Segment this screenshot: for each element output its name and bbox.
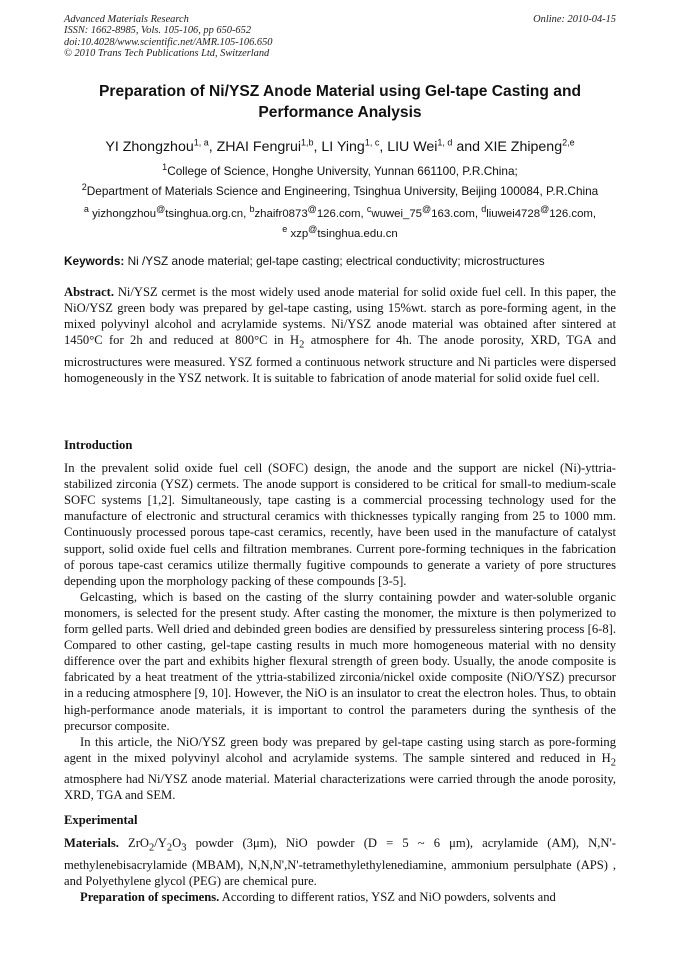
paragraph: Gelcasting, which is based on the casting of the slurry containing powder and water-soluble organic monomers, is selected for the present study. After casting the monomer, the mixture is then polymerized to form gelled parts. Well dried and debinded green bodies are densified by pressureless sintering process [6-8]. Compared to other casting, gel-tape casting results in much more homogeneous material with no density difference over the part and exhibits higher flexural strength of green body. Usually, the anode composite is fabricated by a heat treatment of the yttria-stabilized zirconia/nickel oxide composite (NiO/YSZ) precursor in a reducing atmosphere [9, 10]. However, the NiO is an insulator to creat the electron holes. Thus, to obtain high-performance anode materials, it is important to control the parameters during the synthesis of the precursor composite. [64, 589, 616, 733]
experimental-heading: Experimental [64, 813, 138, 827]
paragraph: Materials. $ZrO_2/Y_2O_3$ powder (3μm), NiO powder (D = 5 ~ 6 μm), acrylamide (AM), N,N'-methylenebisacrylamide (MBAM), N,N,N',N'-tetramethylethylenediamine, ammonium persulphate (APS) , and Polyethylene glycol (PEG) are chemical pure. [64, 836, 616, 888]
journal-name: Advanced Materials Research [64, 14, 189, 25]
email-address[interactable]: $^e$ xzp@tsinghua.edu.cn [282, 223, 398, 240]
keywords-label: Keywords: [64, 254, 125, 268]
paragraph: Preparation of specimens. According to different ratios, YSZ and NiO powders, solvents and [80, 889, 556, 904]
email-address[interactable]: $^c$wuwei_75@163.com [366, 204, 475, 220]
keywords-text: Ni /YSZ anode material; gel-tape casting; electrical conductivity; microstructures [127, 254, 545, 268]
abstract: Abstract. Ni/YSZ cermet is the most widely used anode material for solid oxide fuel cell. In this paper, the NiO/YSZ green body was prepared by gel-tape casting, using 15%wt. starch as pore-forming agent, in the mixed polyvinyl alcohol and acrylamide systems. Ni/YSZ anode material was obtained after sintered at 1450°C for 2h and reduced at 800°C in $H_2$ atmosphere for 4h. The anode porosity, XRD, TGA and microstructures were measured. YSZ formed a continuous network structure and Ni particles were dispersed homogeneously in the YSZ network. It is suitable to fabrication of anode material for solid oxide fuel cell. [64, 285, 617, 385]
doi-line: doi:10.4028/www.scientific.net/AMR.105-106.650 [64, 36, 273, 48]
introduction-section [64, 437, 616, 804]
author: YI Zhongzhou$^{1, a}$, [105, 137, 217, 155]
paper-title: Preparation of Ni/YSZ Anode Material using Gel-tape Casting and Performance Analysis [98, 83, 582, 121]
paragraph: In the prevalent solid oxide fuel cell (SOFC) design, the anode and the support are nickel (Ni)-yttria-stabilized zirconia (YSZ) cermets. The anode support is considered to be critical for small-to medium-scale SOFC systems [1,2]. Simultaneously, tape casting is a commercial processing technology used for the manufacture of electronic and structural ceramics with thicknesses typically ranging from 25 to 1000 mm. Continuously processed porous tape-cast ceramics, recently, have been used in the manufacture of catalyst support, solid oxide fuel cells and filtration membranes. Current pore-forming techniques in the fabrication of porous tape-cast ceramics utilize thermally fugitive compounds to generate a variety of pore structures depending upon the morphology packing of these compounds [3-5]. [64, 461, 616, 588]
materials-label: Materials. [64, 836, 119, 851]
author: ZHAI Fengrui$^{1,b}$, [216, 137, 322, 155]
author: LI Ying$^{1, c}$, [321, 137, 388, 155]
author-list [64, 133, 616, 156]
copyright-line: © 2010 Trans Tech Publications Ltd, Switzerland [64, 48, 270, 60]
affiliation-1: $^1$College of Science, Honghe University, Yunnan 661100, P.R.China; [162, 162, 518, 178]
issn-line: ISSN: 1662-8985, Vols. 105-106, pp 650-652 [64, 25, 252, 37]
email-address[interactable]: $^a$ yizhongzhou@tsinghua.org.cn [83, 204, 244, 220]
affiliation-2: $^2$Department of Materials Science and Engineering, Tsinghua University, Beijing 100084, P.R.China [81, 182, 599, 198]
abstract-label: Abstract. [64, 285, 115, 299]
paragraph: In this article, the NiO/YSZ green body was prepared by gel-tape casting using starch as pore-forming agent in the mixed polyvinyl alcohol and acrylamide systems. The sample sintered and reduced in $H_2$ atmosphere had Ni/YSZ anode material. Material characterizations were carried through the anode porosity, XRD, TGA and SEM. [64, 734, 616, 803]
keywords [64, 254, 616, 268]
journal-header [64, 14, 616, 60]
introduction-heading: Introduction [64, 438, 133, 452]
online-date: Online: 2010-04-15 [533, 14, 616, 25]
email-address[interactable]: $^d$liuwei4728@126.com [481, 204, 593, 220]
experimental-section [64, 812, 616, 905]
author: XIE Zhipeng$^{2,e}$ [484, 137, 575, 155]
email-address[interactable]: $^b$zhaifr0873@126.com [249, 204, 361, 220]
preparation-label: Preparation of specimens. [80, 889, 220, 904]
author: LIU Wei$^{1, d}$ and [387, 137, 484, 155]
email-list: $^a$ yizhongzhou@tsinghua.org.cn, $^b$zhaifr0873@126.com, $^c$wuwei_75@163.com, $^d$liuwei4728@126.com, $^e$ xzp@tsinghua.edu.cn [83, 204, 597, 240]
